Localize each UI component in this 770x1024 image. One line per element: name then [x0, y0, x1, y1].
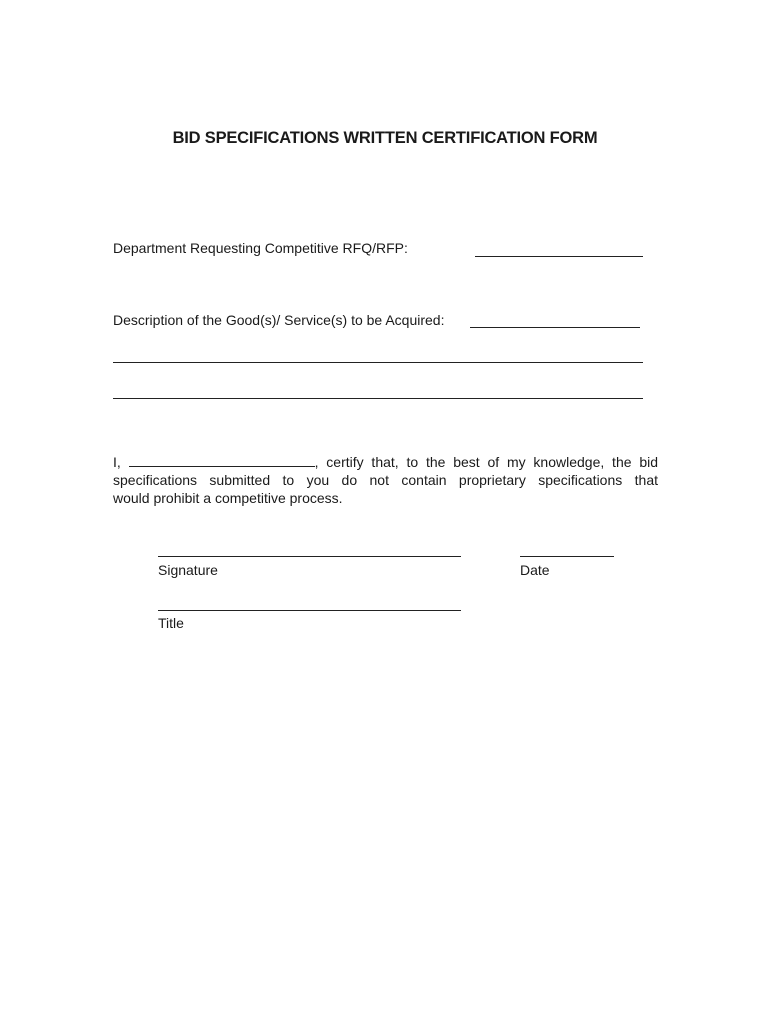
department-field[interactable]	[475, 256, 643, 257]
signature-field[interactable]	[158, 556, 461, 557]
certification-line-3: would prohibit a competitive process.	[113, 490, 343, 506]
description-line-3[interactable]	[113, 398, 643, 399]
date-field[interactable]	[520, 556, 614, 557]
description-field[interactable]	[470, 327, 640, 328]
department-label: Department Requesting Competitive RFQ/RFP:	[113, 240, 408, 256]
certification-line-2: specifications submitted to you do not contain proprietary specifications that	[113, 472, 658, 488]
description-line-2[interactable]	[113, 362, 643, 363]
date-label: Date	[520, 562, 550, 578]
certification-prefix: I,	[113, 454, 121, 470]
description-label: Description of the Good(s)/ Service(s) to be Acquired:	[113, 312, 445, 328]
certification-paragraph	[113, 453, 658, 507]
certification-line-1	[113, 453, 658, 471]
form-title: BID SPECIFICATIONS WRITTEN CERTIFICATION FORM	[172, 129, 598, 147]
certification-line-1-text: , certify that, to the best of my knowledge, the bid	[314, 454, 659, 470]
title-field[interactable]	[158, 610, 461, 611]
name-field[interactable]	[129, 453, 315, 467]
signature-label: Signature	[158, 562, 218, 578]
title-label: Title	[158, 615, 184, 631]
